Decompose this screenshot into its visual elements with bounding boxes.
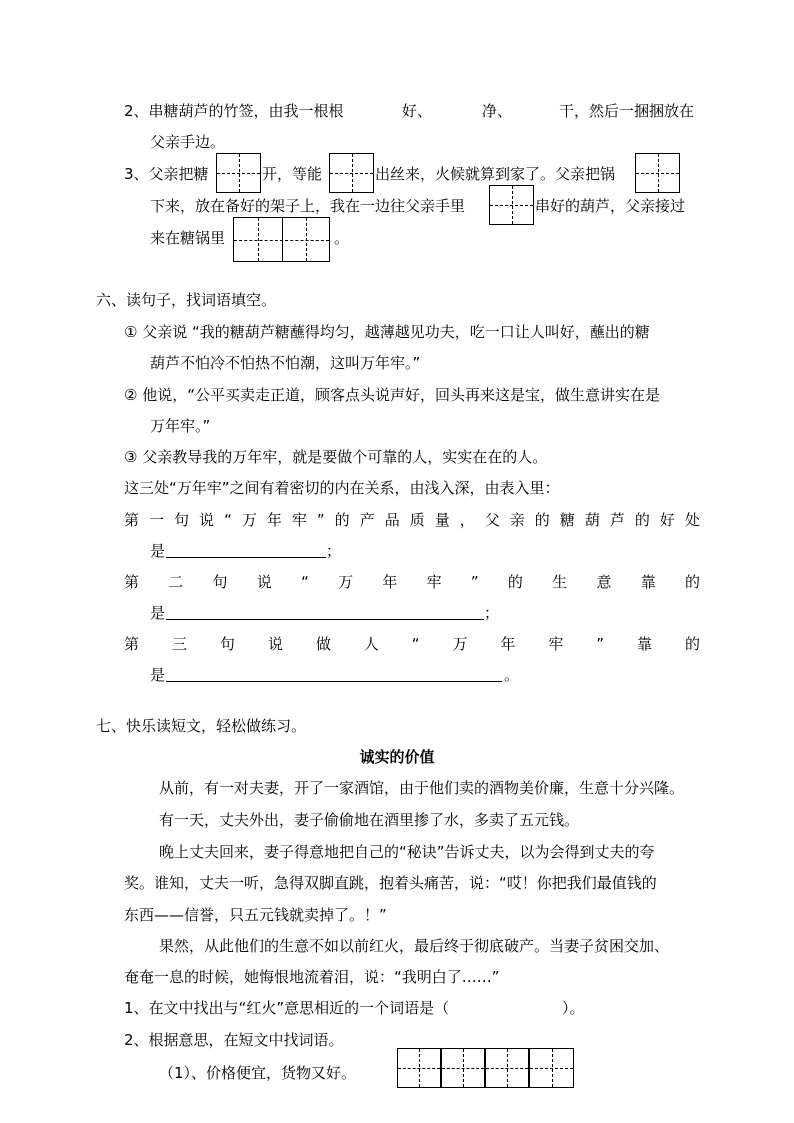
q6-sentence1b: 葫芦不怕冷不怕热不怕潮，这叫万年牢。” <box>150 354 421 372</box>
q6-sentence2a: ② 他说，“公平买卖走正道，顾客点头说声好，回头再来这是宝，做生意讲实在是 <box>124 386 660 404</box>
q5-line3c-a: 来在糖锅里 <box>150 229 226 247</box>
q6-fill3-line: 第 三 句 说 做 人 “ 万 年 牢 ” 靠 的 <box>124 635 700 653</box>
q6-intro: 这三处“万年牢”之间有着密切的内在关系，由浅入深，由表入里： <box>124 479 560 497</box>
q7-exercise2-1: （1）、价格便宜，货物又好。 <box>159 1064 357 1082</box>
q6-fill2-end: ； <box>484 604 500 622</box>
answer-box-4[interactable] <box>489 185 534 225</box>
answer-grid-3[interactable] <box>485 1048 529 1088</box>
q5-line3b-a: 下来，放在备好的架子上，我在一边往父亲手里 <box>150 197 466 215</box>
q6-blank-2[interactable] <box>166 619 484 620</box>
q7-exercise1 <box>124 998 449 1018</box>
answer-grid-1[interactable] <box>397 1048 441 1088</box>
q5-line2-word1: 好、 <box>402 102 433 120</box>
q6-sentence3: ③ 父亲教导我的万年牢，就是要做个可靠的人，实实在在的人。 <box>124 448 548 466</box>
q5-line3-a: 3、父亲把糖 <box>124 165 209 183</box>
answer-box-3[interactable] <box>635 153 680 193</box>
answer-box-5[interactable] <box>233 217 330 262</box>
q6-fill1-line: 第 一 句 说 “ 万 年 牢 ” 的 产 品 质 量 ， 父 亲 的 糖 葫 芦 的 好 处 <box>124 511 700 529</box>
q6-fill3-end: 。 <box>504 666 520 684</box>
q7-exercise1-end: ）。 <box>562 999 585 1017</box>
q6-blank-3[interactable] <box>166 681 502 682</box>
q5-line2-word2: 净、 <box>482 102 513 120</box>
q5-line3b-b: 串好的葫芦，父亲接过 <box>535 197 686 215</box>
q6-blank-1[interactable] <box>166 557 326 558</box>
q6-fill3-is: 是 <box>150 666 166 684</box>
answer-grid-2[interactable] <box>441 1048 485 1088</box>
passage-p4b: 奄奄一息的时候，她悔恨地流着泪，说：“我明白了……” <box>124 968 500 986</box>
q6-title: 六、读句子，找词语填空。 <box>96 291 277 309</box>
q5-line2b: 父亲手边。 <box>150 133 226 151</box>
q7-title: 七、快乐读短文，轻松做练习。 <box>96 717 307 735</box>
q7-exercise1-prompt: 1、在文中找出与“红火”意思相近的一个词语是（ <box>124 999 450 1017</box>
q6-fill2-line: 第 二 句 说 “ 万 年 牢 ” 的 生 意 靠 的 <box>124 573 700 591</box>
q6-sentence2b: 万年牢。” <box>150 417 211 435</box>
q6-sentence1a: ① 父亲说 “我的糖葫芦糖蘸得均匀，越薄越见功夫，吃一口让人叫好，蘸出的糖 <box>124 323 650 341</box>
q6-fill1-end: ； <box>326 542 342 560</box>
q6-fill2-is: 是 <box>150 604 166 622</box>
passage-p3b: 奖。谁知，丈夫一听，急得双脚直跳，抱着头痛苦，说：“哎！你把我们最值钱的 <box>124 874 657 892</box>
passage-p1: 从前，有一对夫妻，开了一家酒馆，由于他们卖的酒物美价廉，生意十分兴隆。 <box>159 779 685 797</box>
q5-line2-word3: 干，然后一捆捆放在 <box>559 102 695 120</box>
passage-p4a: 果然，从此他们的生意不如以前红火，最后终于彻底破产。当妻子贫困交加、 <box>159 937 670 955</box>
answer-box-1[interactable] <box>216 153 261 193</box>
passage-p2: 有一天，丈夫外出，妻子偷偷地在酒里掺了水，多卖了五元钱。 <box>159 811 580 829</box>
q5-line3c-b: 。 <box>334 229 350 247</box>
passage-p3c: 东西——信誉，只五元钱就卖掉了。！” <box>124 906 387 924</box>
q5-line2 <box>124 101 344 121</box>
passage-p3a: 晚上丈夫回来，妻子得意地把自己的“秘诀”告诉丈夫，以为会得到丈夫的夸 <box>159 843 655 861</box>
passage-title: 诚实的价值 <box>359 748 435 766</box>
answer-grid-4[interactable] <box>529 1048 574 1088</box>
q5-line3-c: 出丝来，火候就算到家了。父亲把锅 <box>375 165 616 183</box>
q6-fill1-is: 是 <box>150 542 166 560</box>
q5-line2-text: 2、串糖葫芦的竹签，由我一根根 <box>124 102 344 120</box>
q7-exercise2: 2、根据意思，在短文中找词语。 <box>124 1031 344 1049</box>
q5-line3-b: 开，等能 <box>262 165 323 183</box>
answer-box-2[interactable] <box>329 153 374 193</box>
